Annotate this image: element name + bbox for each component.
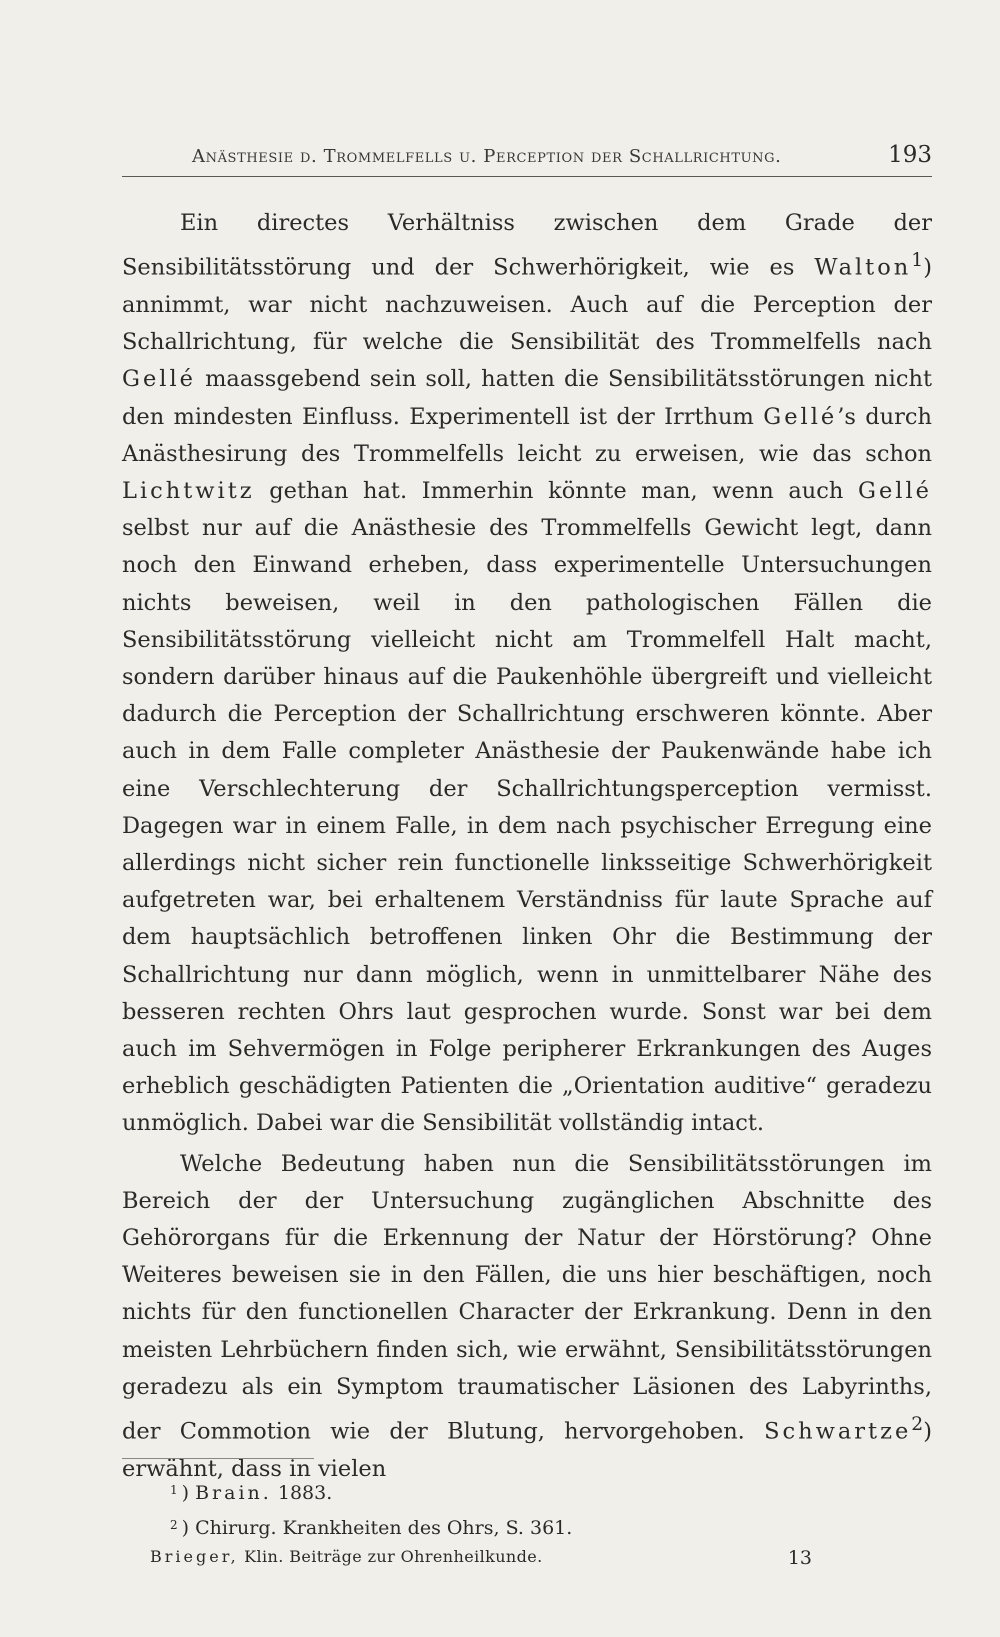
author-name: Lichtwitz <box>122 477 255 504</box>
signature-sheet-number: 13 <box>787 1547 812 1569</box>
paragraph-2 <box>122 1146 932 1488</box>
printer-signature <box>150 1547 812 1569</box>
footnote-marker: 1 <box>170 1483 178 1497</box>
author-name: Schwartze <box>764 1418 912 1445</box>
footnote-ref: 1 <box>911 250 924 272</box>
page-number: 193 <box>888 142 932 168</box>
paragraph-1 <box>122 205 932 1143</box>
footnote-marker: 2 <box>170 1518 178 1532</box>
running-head <box>122 140 932 177</box>
signature-author-name: Brieger, <box>150 1547 239 1566</box>
signature-title: Klin. Beiträge zur Ohrenheilkunde. <box>238 1547 543 1566</box>
footnote-source: Brain. <box>195 1482 272 1504</box>
footnote-2: $^2$ ) Chirurg. Krankheiten des Ohrs, S. 361. <box>170 1517 573 1539</box>
author-name: Gellé <box>122 366 196 393</box>
footnote-text: Chirurg. Krankheiten des Ohrs, S. 361. <box>195 1517 573 1539</box>
author-name: Gellé <box>763 403 838 430</box>
footnote-1: $^1$ ) Brain. 1883. <box>170 1482 333 1504</box>
text-run: ’s durch Anästhesirung des Trommelfells leicht zu erweisen, wie das schon <box>122 403 932 467</box>
text-run: maassgebend sein soll, hatten die Sensibilitätsstörungen nicht den mindesten Einfluss. Experimentell ist der Irrthum <box>122 366 932 430</box>
footnotes <box>170 1474 572 1544</box>
text-run: gethan hat. Immerhin könnte man, wenn auch <box>254 477 858 504</box>
text-run: Ein directes Verhältniss zwischen dem Grade der Sensibilitätsstörung und der Schwerhörigkeit, wie es <box>122 210 932 281</box>
author-name: Walton <box>814 254 912 281</box>
text-run: ) annimmt, war nicht nachzuweisen. Auch auf die Perception der Schallrichtung, für welche die Sensibilität des Trommelfells nach <box>122 254 932 356</box>
footnote-text: 1883. <box>271 1482 333 1504</box>
signature-author <box>150 1547 543 1566</box>
footnote-ref: 2 <box>911 1414 924 1435</box>
footnote-rule <box>122 1458 314 1459</box>
running-head-title: Anästhesie d. Trommelfells u. Perception der Schallrichtung. <box>192 146 782 167</box>
author-name: Gellé <box>858 477 932 504</box>
text-run: ) erwähnt, dass in vielen <box>122 1418 932 1482</box>
text-run: selbst nur auf die Anästhesie des Trommelfells Gewicht legt, dann noch den Einwand erheben, dass experimentelle Untersuchungen nichts beweisen, weil in den pathologischen Fällen die Sensibilitätsstörung vielleicht nicht am Trommelfell Halt macht, sondern darüber hinaus auf die Paukenhöhle übergreift und vielleicht dadurch die Perception der Schallrichtung erschweren könnte. Aber auch in dem Falle completer Anästhesie der Paukenwände habe ich eine Verschlechterung der Schallrichtungsperception vermisst. Dagegen war in einem Falle, in dem nach psychischer Erregung eine allerdings nicht sicher rein functionelle linksseitige Schwerhörigkeit aufgetreten war, bei erhaltenem Verständniss für laute Sprache auf dem hauptsächlich betroffenen linken Ohr die Bestimmung der Schallrichtung nur dann möglich, wenn in unmittelbarer Nähe des besseren rechten Ohrs laut gesprochen wurde. Sonst war bei dem auch im Sehvermögen in Folge peripherer Erkrankungen des Auges erheblich geschädigten Patienten die „Orientation auditive“ geradezu unmöglich. Dabei war die Sensibilität vollständig intact. <box>122 515 932 1137</box>
text-run: Welche Bedeutung haben nun die Sensibilitätsstörungen im Bereich der der Untersuchung zugänglichen Abschnitte des Gehörorgans für die Erkennung der Natur der Hörstörung? Ohne Weiteres beweisen sie in den Fällen, die uns hier beschäftigen, noch nichts für den functionellen Character der Erkrankung. Denn in den meisten Lehrbüchern finden sich, wie erwähnt, Sensibilitätsstörungen geradezu als ein Symptom traumatischer Läsionen des Labyrinths, der Commotion wie der Blutung, hervorgehoben. <box>122 1150 932 1445</box>
body-text <box>122 205 932 1488</box>
